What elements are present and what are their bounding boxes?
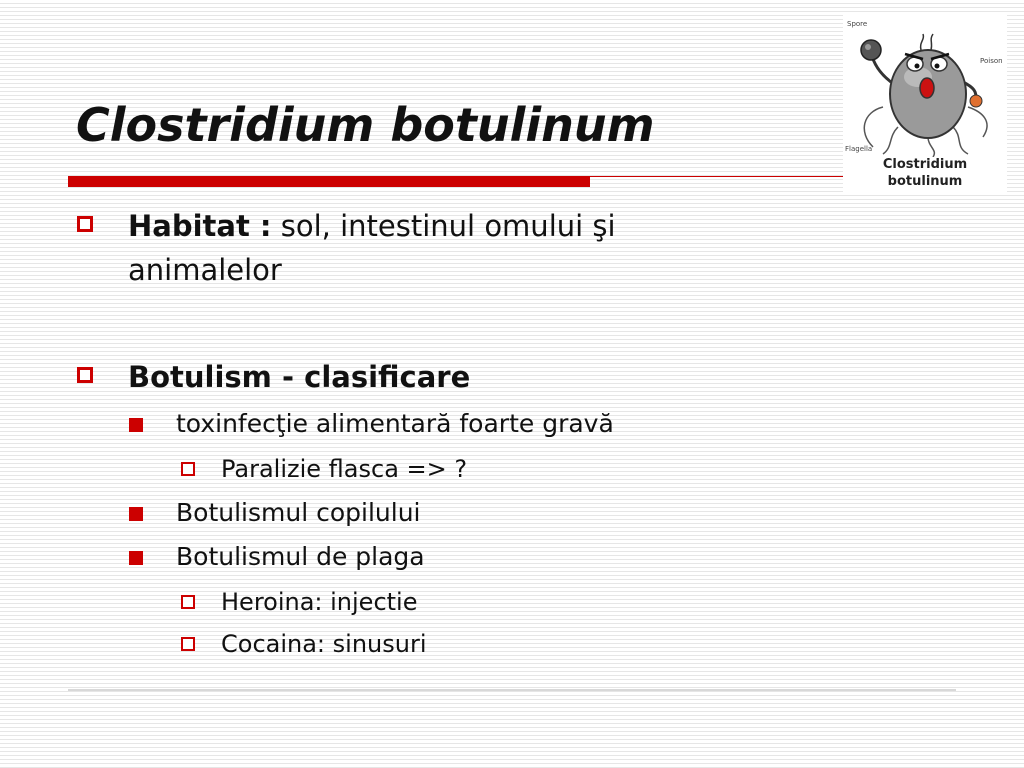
slide-title: Clostridium botulinum bbox=[76, 98, 655, 152]
filled-square-bullet-icon bbox=[129, 551, 143, 565]
list-item-text: Heroina: injectie bbox=[221, 588, 418, 616]
list-item-text: Botulismul de plaga bbox=[176, 542, 425, 571]
habitat-label: Habitat : bbox=[128, 209, 272, 243]
hollow-square-bullet-icon bbox=[77, 216, 93, 232]
list-item-text: Cocaina: sinusuri bbox=[221, 630, 427, 658]
bullet-habitat bbox=[128, 204, 778, 292]
hollow-square-bullet-icon bbox=[77, 367, 93, 383]
filled-square-bullet-icon bbox=[129, 507, 143, 521]
list-item bbox=[176, 409, 614, 439]
botulism-label: Botulism - clasificare bbox=[128, 360, 471, 394]
list-item-text: toxinfecţie alimentară foarte gravă bbox=[176, 409, 614, 438]
illustration-caption-line1: Clostridium bbox=[882, 157, 968, 172]
list-item-text: Paralizie flasca => ? bbox=[221, 455, 468, 483]
hollow-square-bullet-icon bbox=[181, 595, 195, 609]
label-flagella: Flagella bbox=[845, 145, 873, 153]
list-item bbox=[176, 542, 425, 572]
label-poison: Poison bbox=[980, 57, 1003, 65]
habitat-text: sol, intestinul omului şi animalelor bbox=[128, 209, 616, 287]
illustration-caption-line2: botulinum bbox=[887, 174, 963, 189]
list-item bbox=[221, 587, 418, 617]
list-item bbox=[221, 454, 467, 484]
list-item bbox=[176, 498, 420, 528]
bullet-botulism bbox=[128, 355, 778, 399]
footer-divider bbox=[68, 689, 956, 691]
hollow-square-bullet-icon bbox=[181, 637, 195, 651]
filled-square-bullet-icon bbox=[129, 418, 143, 432]
hollow-square-bullet-icon bbox=[181, 462, 195, 476]
label-spore: Spore bbox=[847, 20, 868, 28]
list-item bbox=[221, 629, 427, 659]
list-item-text: Botulismul copilului bbox=[176, 498, 421, 527]
